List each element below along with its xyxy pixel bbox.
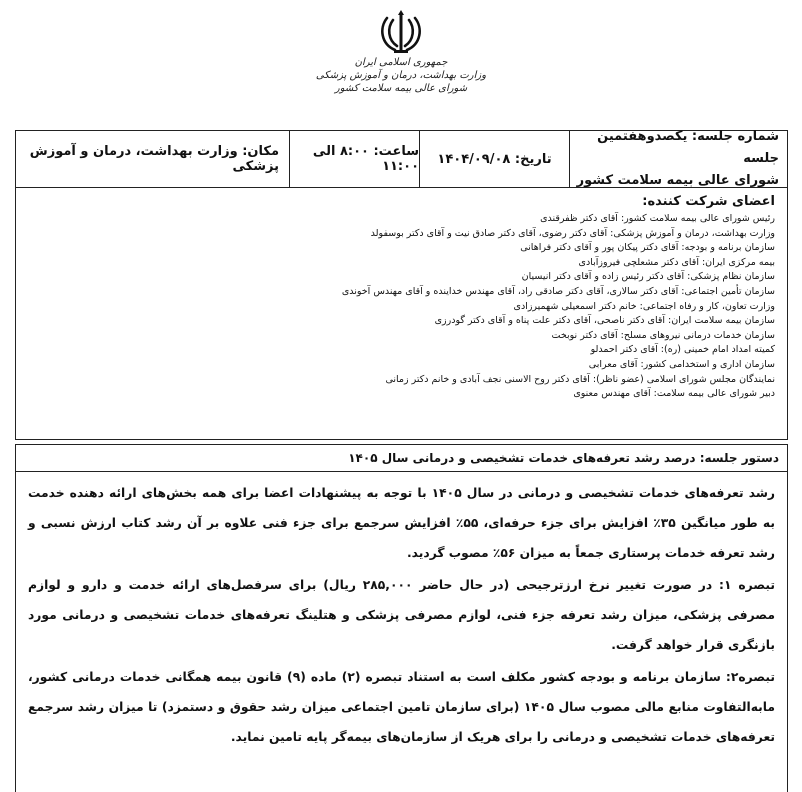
session-number: شماره جلسه: یکصدوهفتمین جلسه bbox=[597, 129, 779, 166]
session-place: مکان: وزارت بهداشت، درمان و آموزش پزشکی bbox=[29, 144, 279, 174]
participants-section bbox=[15, 188, 788, 440]
participants-title: اعضای شرکت کننده: bbox=[642, 194, 775, 209]
session-number-cell bbox=[569, 131, 787, 187]
note-2-paragraph: تبصره۲: سازمان برنامه و بودجه کشور مکلف است به استناد تبصره (۲) ماده (۹) قانون بیمه همگانی خدمات درمانی کشور، مابه‌التفاوت منابع مالی مصوب سال ۱۴۰۵ (برای سازمان تامین اجتماعی میزان رشد حقوق و دستمزد) تا میزان رشد سرجمع تعرفه‌های خدمات تشخیصی و درمانی را برای هریک از سازمان‌های بیمه‌گر پایه تامین نماید. bbox=[28, 670, 775, 744]
participant-line: کمیته امداد امام خمینی (ره): آقای دکتر احمدلو bbox=[590, 344, 775, 356]
participant-line: رئیس شورای عالی بیمه سلامت کشور: آقای دکتر ظفرقندی bbox=[540, 213, 775, 224]
participant-line: نمایندگان مجلس شورای اسلامی (عضو ناظر): آقای دکتر روح الاسنی نجف آبادی و خانم دکتر زمانی bbox=[385, 373, 775, 385]
participant-line: سازمان برنامه و بودجه: آقای دکتر پیکان پور و آقای دکتر فراهانی bbox=[520, 242, 775, 254]
session-date-cell bbox=[419, 131, 569, 187]
agenda-title: دستور جلسه: درصد رشد تعرفه‌های خدمات تشخیصی و درمانی سال ۱۴۰۵ bbox=[16, 445, 787, 472]
letterhead-line-2: وزارت بهداشت، درمان و آموزش پزشکی bbox=[315, 70, 487, 81]
participant-line: سازمان اداری و استخدامی کشور: آقای معرابی bbox=[588, 358, 775, 370]
participant-line: سازمان بیمه سلامت ایران: آقای دکتر ناصحی، آقای دکتر علت پناه و آقای دکتر گودرزی bbox=[434, 315, 775, 327]
letterhead-line-1: جمهوری اسلامی ایران bbox=[354, 57, 448, 68]
letterhead-line-3: شورای عالی بیمه سلامت کشور bbox=[334, 83, 468, 94]
council-name: شورای عالی بیمه سلامت کشور bbox=[576, 173, 779, 188]
participant-line: وزارت تعاون، کار و رفاه اجتماعی: خانم دکتر اسمعیلی شهمیرزادی bbox=[513, 300, 775, 312]
letterhead bbox=[0, 10, 802, 128]
session-place-cell bbox=[16, 131, 289, 187]
participant-line: سازمان خدمات درمانی نیروهای مسلح: آقای دکتر نوبخت bbox=[551, 329, 775, 341]
agenda-body bbox=[16, 472, 787, 752]
participant-line: بیمه مرکزی ایران: آقای دکتر مشعلچی فیروزآبادی bbox=[578, 256, 775, 268]
participant-line: وزارت بهداشت، درمان و آموزش پزشکی: آقای دکتر رضوی، آقای دکتر صادق نیت و آقای دکتر بوسفولد bbox=[370, 227, 775, 239]
session-time: ساعت: ۸:۰۰ الی ۱۱:۰۰ bbox=[312, 144, 419, 174]
resolution-paragraph: رشد تعرفه‌های خدمات تشخیصی و درمانی در سال ۱۴۰۵ با توجه به پیشنهادات اعضا برای همه بخش‌های ارائه دهنده خدمت به طور میانگین ۳۵٪ افزایش برای جزء حرفه‌ای، ۵۵٪ افزایش سرجمع برای جزء فنی علاوه بر آن رشد کتاب ارزش نسبی و رشد تعرفه خدمات پرستاری جمعاً به میزان ۵۶٪ مصوب گردید. bbox=[28, 486, 775, 560]
session-header-table bbox=[15, 130, 788, 188]
note-1-paragraph: تبصره ۱: در صورت تغییر نرخ ارزترجیحی (در حال حاضر ۲۸۵,۰۰۰ ریال) برای سرفصل‌های ارائه خدمت و دارو و لوازم مصرفی پزشکی، میزان رشد تعرفه جزء فنی، لوازم مصرفی پزشکی و هتلینگ تعرفه‌های خدمات تشخیصی و درمانی مورد بازنگری قرار خواهد گرفت. bbox=[28, 578, 775, 652]
agenda-section bbox=[15, 444, 788, 792]
participant-line: سازمان نظام پزشکی: آقای دکتر رئیس زاده و آقای دکتر انیسیان bbox=[521, 271, 775, 283]
participant-line: سازمان تأمین اجتماعی: آقای دکتر سالاری، آقای دکتر صادقی راد، آقای مهندس خداینده و آقای مهندس آخوندی bbox=[341, 285, 775, 297]
iran-emblem-icon bbox=[378, 10, 424, 56]
participant-line: دبیر شورای عالی بیمه سلامت: آقای مهندس معنوی bbox=[573, 388, 775, 400]
session-time-cell bbox=[289, 131, 419, 187]
session-date: تاریخ: ۱۴۰۴/۰۹/۰۸ bbox=[437, 151, 552, 167]
